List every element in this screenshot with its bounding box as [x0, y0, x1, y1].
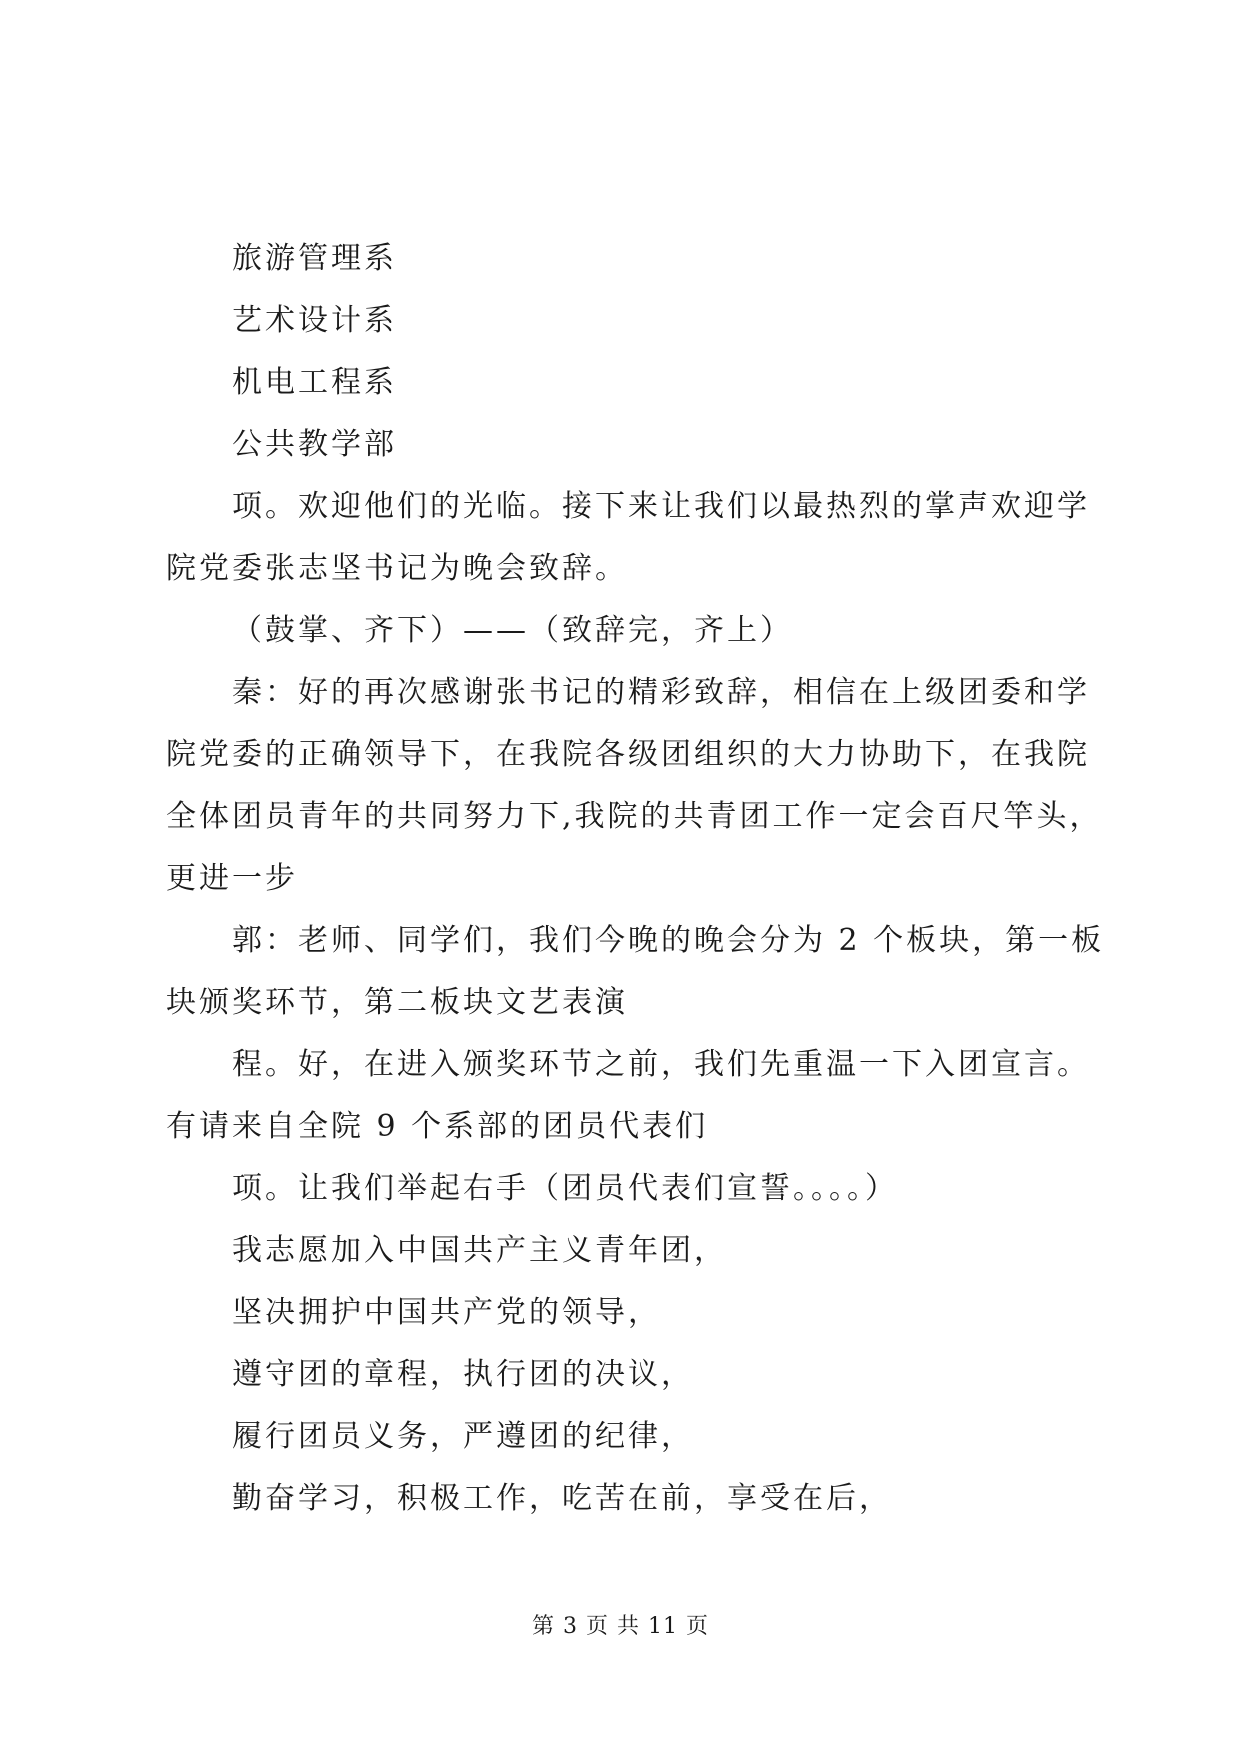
text-line: 秦：好的再次感谢张书记的精彩致辞，相信在上级团委和学 — [232, 675, 1090, 710]
text-line: （鼓掌、齐下）——（致辞完，齐上） — [232, 613, 793, 648]
text-line: 坚决拥护中国共产党的领导， — [232, 1295, 661, 1330]
text-line: 全体团员青年的共同努力下,我院的共青团工作一定会百尺竿头， — [166, 799, 1103, 834]
text-line: 有请来自全院 9 个系部的团员代表们 — [166, 1109, 709, 1144]
text-line: 遵守团的章程，执行团的决议， — [232, 1357, 694, 1392]
page-footer: 第 3 页 共 11 页 — [532, 1614, 709, 1639]
text-line: 院党委张志坚书记为晚会致辞。 — [166, 551, 628, 586]
text-line: 公共教学部 — [232, 427, 397, 462]
text-line: 履行团员义务，严遵团的纪律， — [232, 1419, 694, 1454]
text-line: 项。欢迎他们的光临。接下来让我们以最热烈的掌声欢迎学 — [232, 489, 1090, 524]
text-line: 机电工程系 — [232, 365, 397, 400]
text-line: 程。好，在进入颁奖环节之前，我们先重温一下入团宣言。 — [232, 1047, 1090, 1082]
text-line: 郭：老师、同学们，我们今晚的晚会分为 2 个板块，第一板 — [232, 923, 1105, 958]
text-line: 勤奋学习，积极工作，吃苦在前，享受在后， — [232, 1481, 892, 1516]
text-line: 艺术设计系 — [232, 303, 397, 338]
text-line: 更进一步 — [166, 861, 298, 896]
text-line: 院党委的正确领导下，在我院各级团组织的大力协助下，在我院 — [166, 737, 1090, 772]
document-body — [166, 228, 1105, 1530]
text-line: 旅游管理系 — [232, 241, 397, 276]
text-line: 项。让我们举起右手（团员代表们宣誓。。。。） — [232, 1171, 898, 1206]
text-line: 块颁奖环节，第二板块文艺表演 — [166, 985, 628, 1020]
text-line: 我志愿加入中国共产主义青年团， — [232, 1233, 727, 1268]
